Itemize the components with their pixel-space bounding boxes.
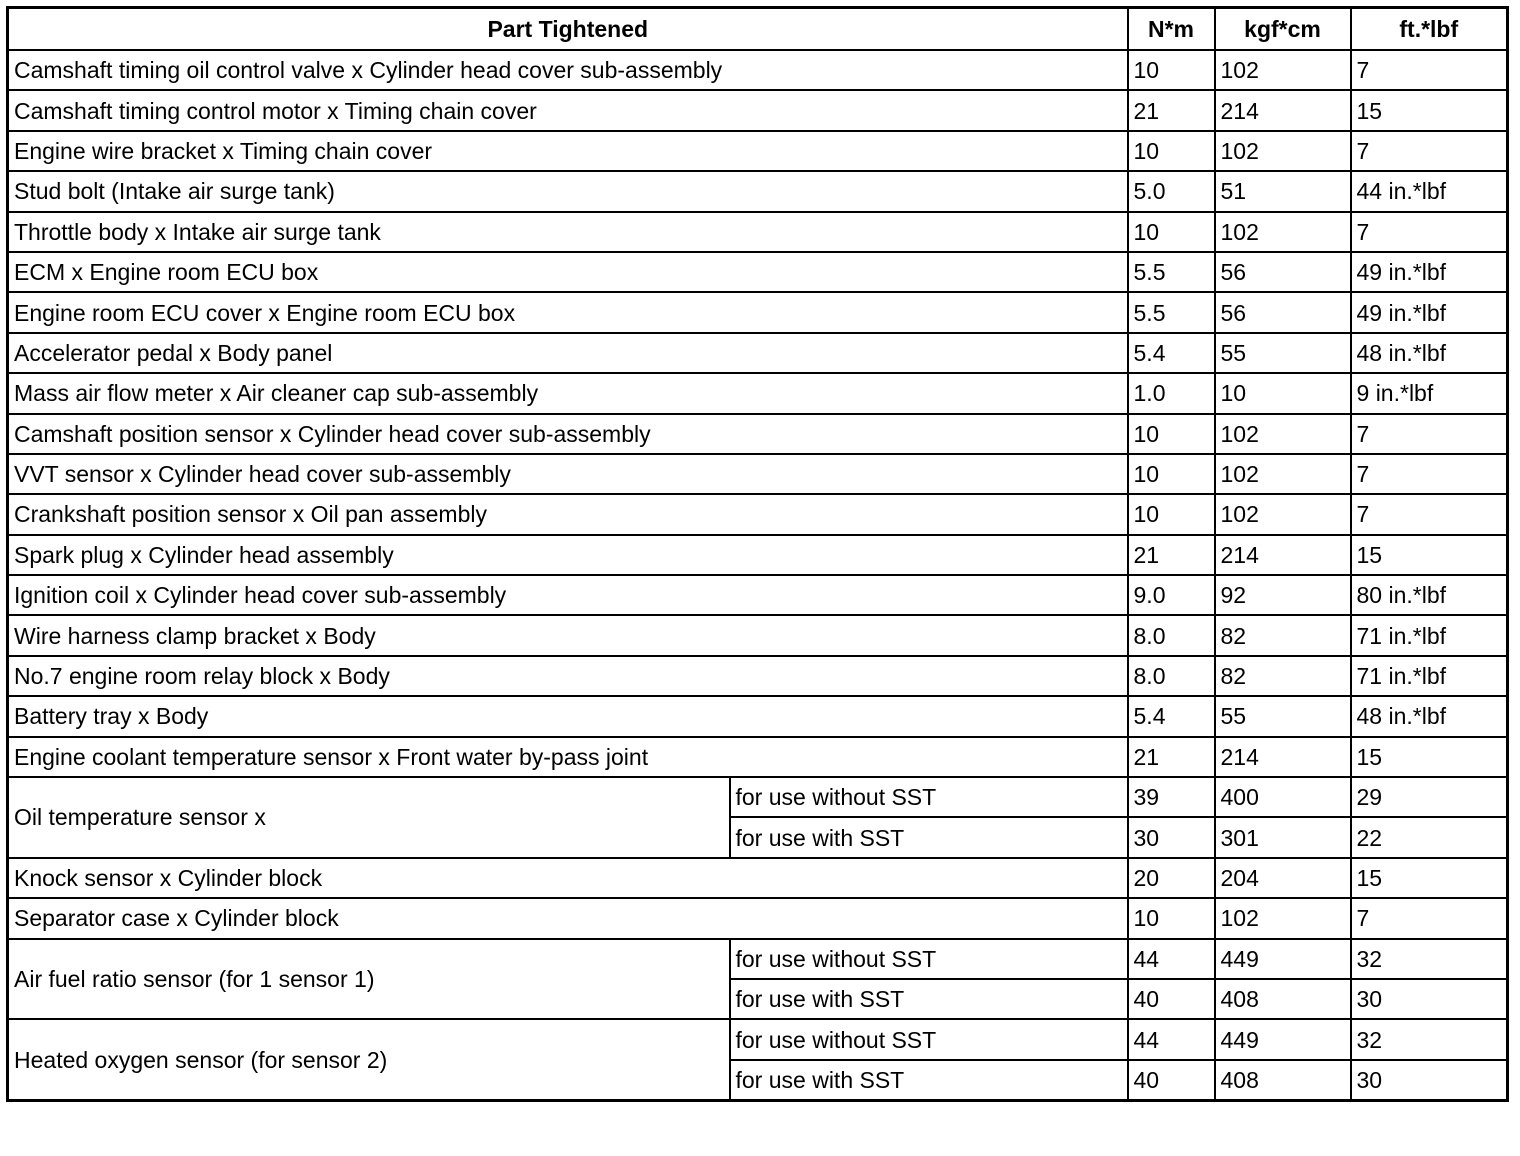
part-cell: Stud bolt (Intake air surge tank) (8, 171, 1128, 211)
condition-cell: for use without SST (730, 777, 1128, 817)
kgfcm-cell: 449 (1215, 939, 1351, 979)
part-cell: Throttle body x Intake air surge tank (8, 212, 1128, 252)
ftlbf-cell: 48 in.*lbf (1351, 333, 1508, 373)
nm-cell: 8.0 (1128, 656, 1215, 696)
nm-cell: 20 (1128, 858, 1215, 898)
kgfcm-cell: 55 (1215, 696, 1351, 736)
part-cell: Knock sensor x Cylinder block (8, 858, 1128, 898)
kgfcm-cell: 204 (1215, 858, 1351, 898)
table-row (8, 737, 1508, 777)
part-cell: Engine room ECU cover x Engine room ECU box (8, 292, 1128, 332)
nm-cell: 5.4 (1128, 696, 1215, 736)
kgfcm-cell: 102 (1215, 212, 1351, 252)
kgfcm-cell: 102 (1215, 454, 1351, 494)
table-row (8, 50, 1508, 90)
part-cell: Air fuel ratio sensor (for 1 sensor 1) (8, 939, 730, 1020)
ftlbf-cell: 30 (1351, 979, 1508, 1019)
kgfcm-cell: 102 (1215, 414, 1351, 454)
ftlbf-cell: 22 (1351, 817, 1508, 857)
table-row (8, 171, 1508, 211)
part-cell: Separator case x Cylinder block (8, 898, 1128, 938)
table-row (8, 252, 1508, 292)
part-cell: Crankshaft position sensor x Oil pan assembly (8, 494, 1128, 534)
table-row (8, 535, 1508, 575)
nm-cell: 10 (1128, 454, 1215, 494)
ftlbf-cell: 71 in.*lbf (1351, 656, 1508, 696)
nm-cell: 10 (1128, 131, 1215, 171)
part-cell: Spark plug x Cylinder head assembly (8, 535, 1128, 575)
nm-cell: 1.0 (1128, 373, 1215, 413)
kgfcm-cell: 51 (1215, 171, 1351, 211)
table-row (8, 615, 1508, 655)
table-row (8, 373, 1508, 413)
torque-specification-table (6, 6, 1509, 1102)
nm-cell: 10 (1128, 494, 1215, 534)
nm-cell: 10 (1128, 414, 1215, 454)
ftlbf-cell: 15 (1351, 535, 1508, 575)
ftlbf-cell: 7 (1351, 898, 1508, 938)
condition-cell: for use without SST (730, 939, 1128, 979)
ftlbf-cell: 71 in.*lbf (1351, 615, 1508, 655)
kgfcm-cell: 449 (1215, 1019, 1351, 1059)
kgfcm-cell: 102 (1215, 898, 1351, 938)
kgfcm-cell: 400 (1215, 777, 1351, 817)
table-row (8, 212, 1508, 252)
ftlbf-cell: 15 (1351, 858, 1508, 898)
nm-cell: 21 (1128, 535, 1215, 575)
condition-cell: for use without SST (730, 1019, 1128, 1059)
nm-cell: 39 (1128, 777, 1215, 817)
ftlbf-cell: 7 (1351, 494, 1508, 534)
part-cell: Camshaft timing oil control valve x Cylinder head cover sub-assembly (8, 50, 1128, 90)
kgfcm-cell: 301 (1215, 817, 1351, 857)
nm-cell: 5.5 (1128, 252, 1215, 292)
table-row (8, 454, 1508, 494)
nm-cell: 9.0 (1128, 575, 1215, 615)
kgfcm-cell: 102 (1215, 131, 1351, 171)
kgfcm-cell: 102 (1215, 494, 1351, 534)
kgfcm-cell: 55 (1215, 333, 1351, 373)
condition-cell: for use with SST (730, 979, 1128, 1019)
nm-cell: 8.0 (1128, 615, 1215, 655)
table-row (8, 656, 1508, 696)
ftlbf-cell: 32 (1351, 939, 1508, 979)
nm-cell: 21 (1128, 90, 1215, 130)
nm-cell: 30 (1128, 817, 1215, 857)
table-row (8, 292, 1508, 332)
kgfcm-cell: 102 (1215, 50, 1351, 90)
nm-cell: 10 (1128, 212, 1215, 252)
nm-cell: 21 (1128, 737, 1215, 777)
ftlbf-cell: 32 (1351, 1019, 1508, 1059)
header-kgfcm: kgf*cm (1215, 8, 1351, 51)
ftlbf-cell: 49 in.*lbf (1351, 252, 1508, 292)
header-part-tightened: Part Tightened (8, 8, 1128, 51)
nm-cell: 5.4 (1128, 333, 1215, 373)
table-row (8, 1019, 1508, 1059)
ftlbf-cell: 15 (1351, 90, 1508, 130)
part-cell: Battery tray x Body (8, 696, 1128, 736)
table-row (8, 898, 1508, 938)
ftlbf-cell: 7 (1351, 212, 1508, 252)
header-row (8, 8, 1508, 51)
nm-cell: 5.5 (1128, 292, 1215, 332)
nm-cell: 40 (1128, 979, 1215, 1019)
table-row (8, 414, 1508, 454)
part-cell: VVT sensor x Cylinder head cover sub-assembly (8, 454, 1128, 494)
kgfcm-cell: 82 (1215, 615, 1351, 655)
part-cell: Wire harness clamp bracket x Body (8, 615, 1128, 655)
part-cell: ECM x Engine room ECU box (8, 252, 1128, 292)
condition-cell: for use with SST (730, 1060, 1128, 1101)
nm-cell: 44 (1128, 939, 1215, 979)
table-row (8, 777, 1508, 817)
part-cell: Camshaft position sensor x Cylinder head cover sub-assembly (8, 414, 1128, 454)
ftlbf-cell: 7 (1351, 50, 1508, 90)
table-row (8, 131, 1508, 171)
kgfcm-cell: 10 (1215, 373, 1351, 413)
kgfcm-cell: 214 (1215, 90, 1351, 130)
part-cell: Heated oxygen sensor (for sensor 2) (8, 1019, 730, 1100)
table-row (8, 90, 1508, 130)
kgfcm-cell: 56 (1215, 252, 1351, 292)
ftlbf-cell: 48 in.*lbf (1351, 696, 1508, 736)
table-row (8, 494, 1508, 534)
kgfcm-cell: 56 (1215, 292, 1351, 332)
nm-cell: 10 (1128, 50, 1215, 90)
part-cell: No.7 engine room relay block x Body (8, 656, 1128, 696)
header-nm: N*m (1128, 8, 1215, 51)
part-cell: Mass air flow meter x Air cleaner cap sub-assembly (8, 373, 1128, 413)
table-row (8, 696, 1508, 736)
table-row (8, 333, 1508, 373)
header-ftlbf: ft.*lbf (1351, 8, 1508, 51)
part-cell: Accelerator pedal x Body panel (8, 333, 1128, 373)
ftlbf-cell: 44 in.*lbf (1351, 171, 1508, 211)
kgfcm-cell: 214 (1215, 737, 1351, 777)
nm-cell: 44 (1128, 1019, 1215, 1059)
kgfcm-cell: 214 (1215, 535, 1351, 575)
ftlbf-cell: 7 (1351, 454, 1508, 494)
nm-cell: 10 (1128, 898, 1215, 938)
kgfcm-cell: 82 (1215, 656, 1351, 696)
part-cell: Camshaft timing control motor x Timing chain cover (8, 90, 1128, 130)
ftlbf-cell: 29 (1351, 777, 1508, 817)
table-row (8, 575, 1508, 615)
ftlbf-cell: 49 in.*lbf (1351, 292, 1508, 332)
part-cell: Ignition coil x Cylinder head cover sub-assembly (8, 575, 1128, 615)
ftlbf-cell: 30 (1351, 1060, 1508, 1101)
kgfcm-cell: 92 (1215, 575, 1351, 615)
ftlbf-cell: 7 (1351, 131, 1508, 171)
ftlbf-cell: 80 in.*lbf (1351, 575, 1508, 615)
kgfcm-cell: 408 (1215, 979, 1351, 1019)
ftlbf-cell: 9 in.*lbf (1351, 373, 1508, 413)
nm-cell: 5.0 (1128, 171, 1215, 211)
part-cell: Engine wire bracket x Timing chain cover (8, 131, 1128, 171)
table-row (8, 858, 1508, 898)
condition-cell: for use with SST (730, 817, 1128, 857)
part-cell: Engine coolant temperature sensor x Front water by-pass joint (8, 737, 1128, 777)
nm-cell: 40 (1128, 1060, 1215, 1101)
part-cell: Oil temperature sensor x (8, 777, 730, 858)
ftlbf-cell: 7 (1351, 414, 1508, 454)
kgfcm-cell: 408 (1215, 1060, 1351, 1101)
table-row (8, 939, 1508, 979)
ftlbf-cell: 15 (1351, 737, 1508, 777)
